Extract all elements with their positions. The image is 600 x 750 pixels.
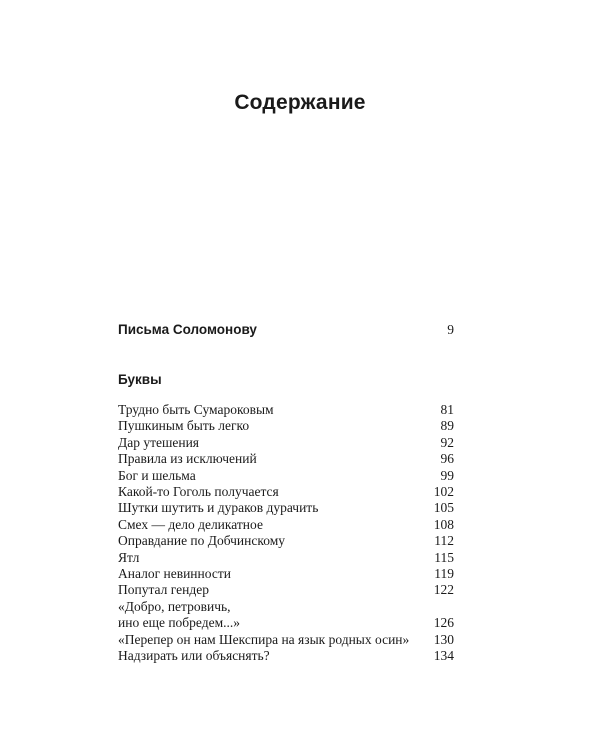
toc-entry-page: 105 [433,500,454,516]
toc-entry-title: Пушкиным быть легко [118,418,250,434]
toc-entry-title: Оправдание по Добчинскому [118,533,285,549]
toc-entry-page: 119 [434,566,454,582]
toc-entry [118,599,454,632]
section-letters [118,372,454,387]
toc-entry-title: «Перепер он нам Шекспира на язык родных осин» [118,631,410,647]
toc-entry-page: 92 [440,434,454,450]
toc-entry [118,550,454,566]
toc-entry-title: Дар утешения [118,434,200,450]
toc-entry-page: 112 [434,533,454,549]
toc-entry-page: 102 [433,484,454,500]
section-page-number: 9 [447,322,454,337]
toc-entry-title: Ятл [118,549,140,565]
toc-entry-title: Бог и шельма [118,467,196,483]
toc-entry-title: Шутки шутить и дураков дурачить [118,500,319,516]
toc-entry-title: Смех — дело деликатное [118,516,263,532]
toc-entry-page: 99 [440,467,454,483]
toc-entry-page: 134 [433,648,454,664]
toc-entry [118,582,454,598]
toc-entry [118,500,454,516]
toc-entry [118,566,454,582]
toc-list [118,402,454,665]
toc-entry [118,648,454,664]
toc-entry-title: «Добро, петровичь, ино еще побредем...» [118,598,241,631]
page-title: Содержание [234,91,366,114]
section-heading: Письма Соломонову [118,322,257,337]
toc-entry [118,632,454,648]
toc-entry-title: Правила из исключений [118,451,257,467]
toc-entry-page: 115 [434,549,454,565]
toc-entry [118,517,454,533]
toc-entry-page: 126 [433,615,454,631]
toc-entry-page: 130 [433,631,454,647]
section-heading: Буквы [118,372,162,387]
toc-entry [118,468,454,484]
toc-entry [118,533,454,549]
toc-entry [118,484,454,500]
toc-entry [118,418,454,434]
toc-entry-title: Попутал гендер [118,582,209,598]
toc-entry-page: 108 [433,516,454,532]
toc-entry-title: Какой-то Гоголь получается [118,484,279,500]
section-letters-to-solomonov [118,322,454,338]
toc-entry-page: 122 [433,582,454,598]
toc-entry [118,435,454,451]
toc-entry-page: 81 [440,402,454,417]
toc-entry-title: Трудно быть Сумароковым [118,402,274,417]
toc-entry-page: 89 [440,418,454,434]
toc-entry [118,451,454,467]
toc-entry-page: 96 [440,451,454,467]
toc-entry-title: Надзирать или объяснять? [118,648,270,664]
toc-entry-title: Аналог невинности [118,566,231,582]
toc-entry [118,402,454,418]
